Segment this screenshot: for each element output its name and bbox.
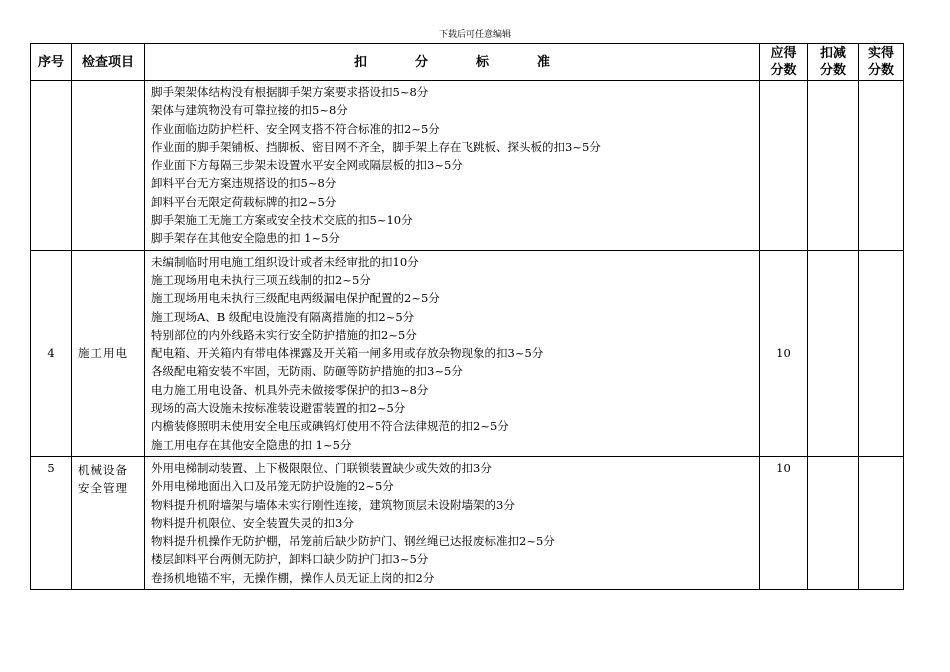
- standard-line: 外用电梯地面出入口及吊笼无防护设施的2~5分: [151, 479, 394, 494]
- header-deduct-score: [808, 44, 859, 81]
- standard-line: 脚手架施工无施工方案或安全技术交底的扣5~10分: [151, 213, 413, 228]
- row-due-score: 10: [760, 250, 808, 456]
- row-actual-score: [859, 456, 904, 589]
- standard-line: 物料提升机限位、安全装置失灵的扣3分: [151, 515, 354, 530]
- header-standard-char: 分: [414, 54, 428, 70]
- row-item-line1: 机械设备: [78, 462, 128, 477]
- standard-line: 卸料平台无方案违规搭设的扣5~8分: [151, 176, 337, 191]
- standard-line: 电力施工用电设备、机具外壳未做接零保护的扣3~8分: [151, 382, 429, 397]
- table-row: [31, 456, 904, 589]
- header-standard-char: 准: [537, 54, 551, 70]
- header-standard: [145, 44, 760, 81]
- row-standard: [145, 456, 760, 589]
- header-seq: 序号: [31, 44, 72, 81]
- standard-line: 施工用电存在其他安全隐患的扣 1~5分: [151, 437, 352, 452]
- table-row: [31, 81, 904, 251]
- standard-line: 配电箱、开关箱内有带电体裸露及开关箱一闸多用或存放杂物现象的扣3~5分: [151, 346, 544, 361]
- header-actual-line1: 实得: [867, 46, 894, 61]
- header-deduct-line1: 扣减: [819, 46, 846, 61]
- header-due-line2: 分数: [770, 63, 797, 78]
- row-actual-score: [859, 81, 904, 251]
- header-deduct-line2: 分数: [819, 63, 846, 78]
- standard-line: 作业面下方每隔三步架未设置水平安全网或隔层板的扣3~5分: [151, 158, 463, 173]
- table-row: [31, 250, 904, 456]
- row-seq: 5: [31, 456, 72, 589]
- header-item: 检查项目: [72, 44, 145, 81]
- standard-line: 作业面的脚手架铺板、挡脚板、密目网不齐全，脚手架上存在飞跳板、探头板的扣3~5分: [151, 139, 601, 154]
- inspection-table: [30, 43, 904, 590]
- standard-line: 物料提升机操作无防护棚，吊笼前后缺少防护门、钢丝绳已达报废标准扣2~5分: [151, 534, 555, 549]
- standard-line: 架体与建筑物没有可靠拉接的扣5~8分: [151, 103, 348, 118]
- row-actual-score: [859, 250, 904, 456]
- standard-line: 施工现场用电未执行三级配电两级漏电保护配置的2~5分: [151, 291, 440, 306]
- standard-line: 作业面临边防护栏杆、安全网支搭不符合标准的扣2~5分: [151, 121, 440, 136]
- standard-line: 卷扬机地锚不牢，无操作棚，操作人员无证上岗的扣2分: [151, 570, 435, 585]
- header-standard-char: 标: [476, 54, 490, 70]
- row-deduct-score: [808, 81, 859, 251]
- row-item: [72, 81, 145, 251]
- header-due-line1: 应得: [770, 46, 797, 61]
- standard-line: 外用电梯制动装置、上下极限限位、门联锁装置缺少或失效的扣3分: [151, 460, 492, 475]
- standard-line: 施工现场A、B 级配电设施没有隔离措施的扣2~5分: [151, 309, 415, 324]
- standard-line: 特别部位的内外线路未实行安全防护措施的扣2~5分: [151, 327, 417, 342]
- standard-line: 脚手架架体结构没有根据脚手架方案要求搭设扣5~8分: [151, 85, 429, 99]
- header-due-score: [760, 44, 808, 81]
- standard-line: 脚手架存在其他安全隐患的扣 1~5分: [151, 231, 340, 246]
- standard-line: 物料提升机附墙架与墙体未实行刚性连接，建筑物顶层未设附墙架的3分: [151, 497, 515, 512]
- header-standard-char: 扣: [353, 54, 367, 70]
- standard-line: 各级配电箱安装不牢固，无防雨、防砸等防护措施的扣3~5分: [151, 364, 463, 379]
- standard-line: 楼层卸料平台两侧无防护，卸料口缺少防护门扣3~5分: [151, 552, 429, 567]
- row-standard: [145, 81, 760, 251]
- standard-line: 未编制临时用电施工组织设计或者未经审批的扣10分: [151, 254, 419, 269]
- standard-line: 施工现场用电未执行三项五线制的扣2~5分: [151, 272, 371, 287]
- header-actual-line2: 分数: [867, 63, 894, 78]
- row-seq: [31, 81, 72, 251]
- header-actual-score: [859, 44, 904, 81]
- standard-line: 内檐装修照明未使用安全电压或碘钨灯使用不符合法律规范的扣2~5分: [151, 419, 509, 434]
- standard-line: 卸料平台无限定荷载标牌的扣2~5分: [151, 194, 337, 209]
- standard-line: 现场的高大设施未按标准装设避雷装置的扣2~5分: [151, 401, 406, 416]
- row-deduct-score: [808, 250, 859, 456]
- row-due-score: 10: [760, 456, 808, 589]
- row-deduct-score: [808, 456, 859, 589]
- row-item: [72, 456, 145, 589]
- row-item: 施工用电: [72, 250, 145, 456]
- row-seq: 4: [31, 250, 72, 456]
- row-standard: [145, 250, 760, 456]
- row-due-score: [760, 81, 808, 251]
- watermark-text: 下载后可任意编辑: [438, 30, 511, 40]
- table-header-row: [31, 44, 904, 81]
- row-item-line2: 安全管理: [78, 480, 128, 495]
